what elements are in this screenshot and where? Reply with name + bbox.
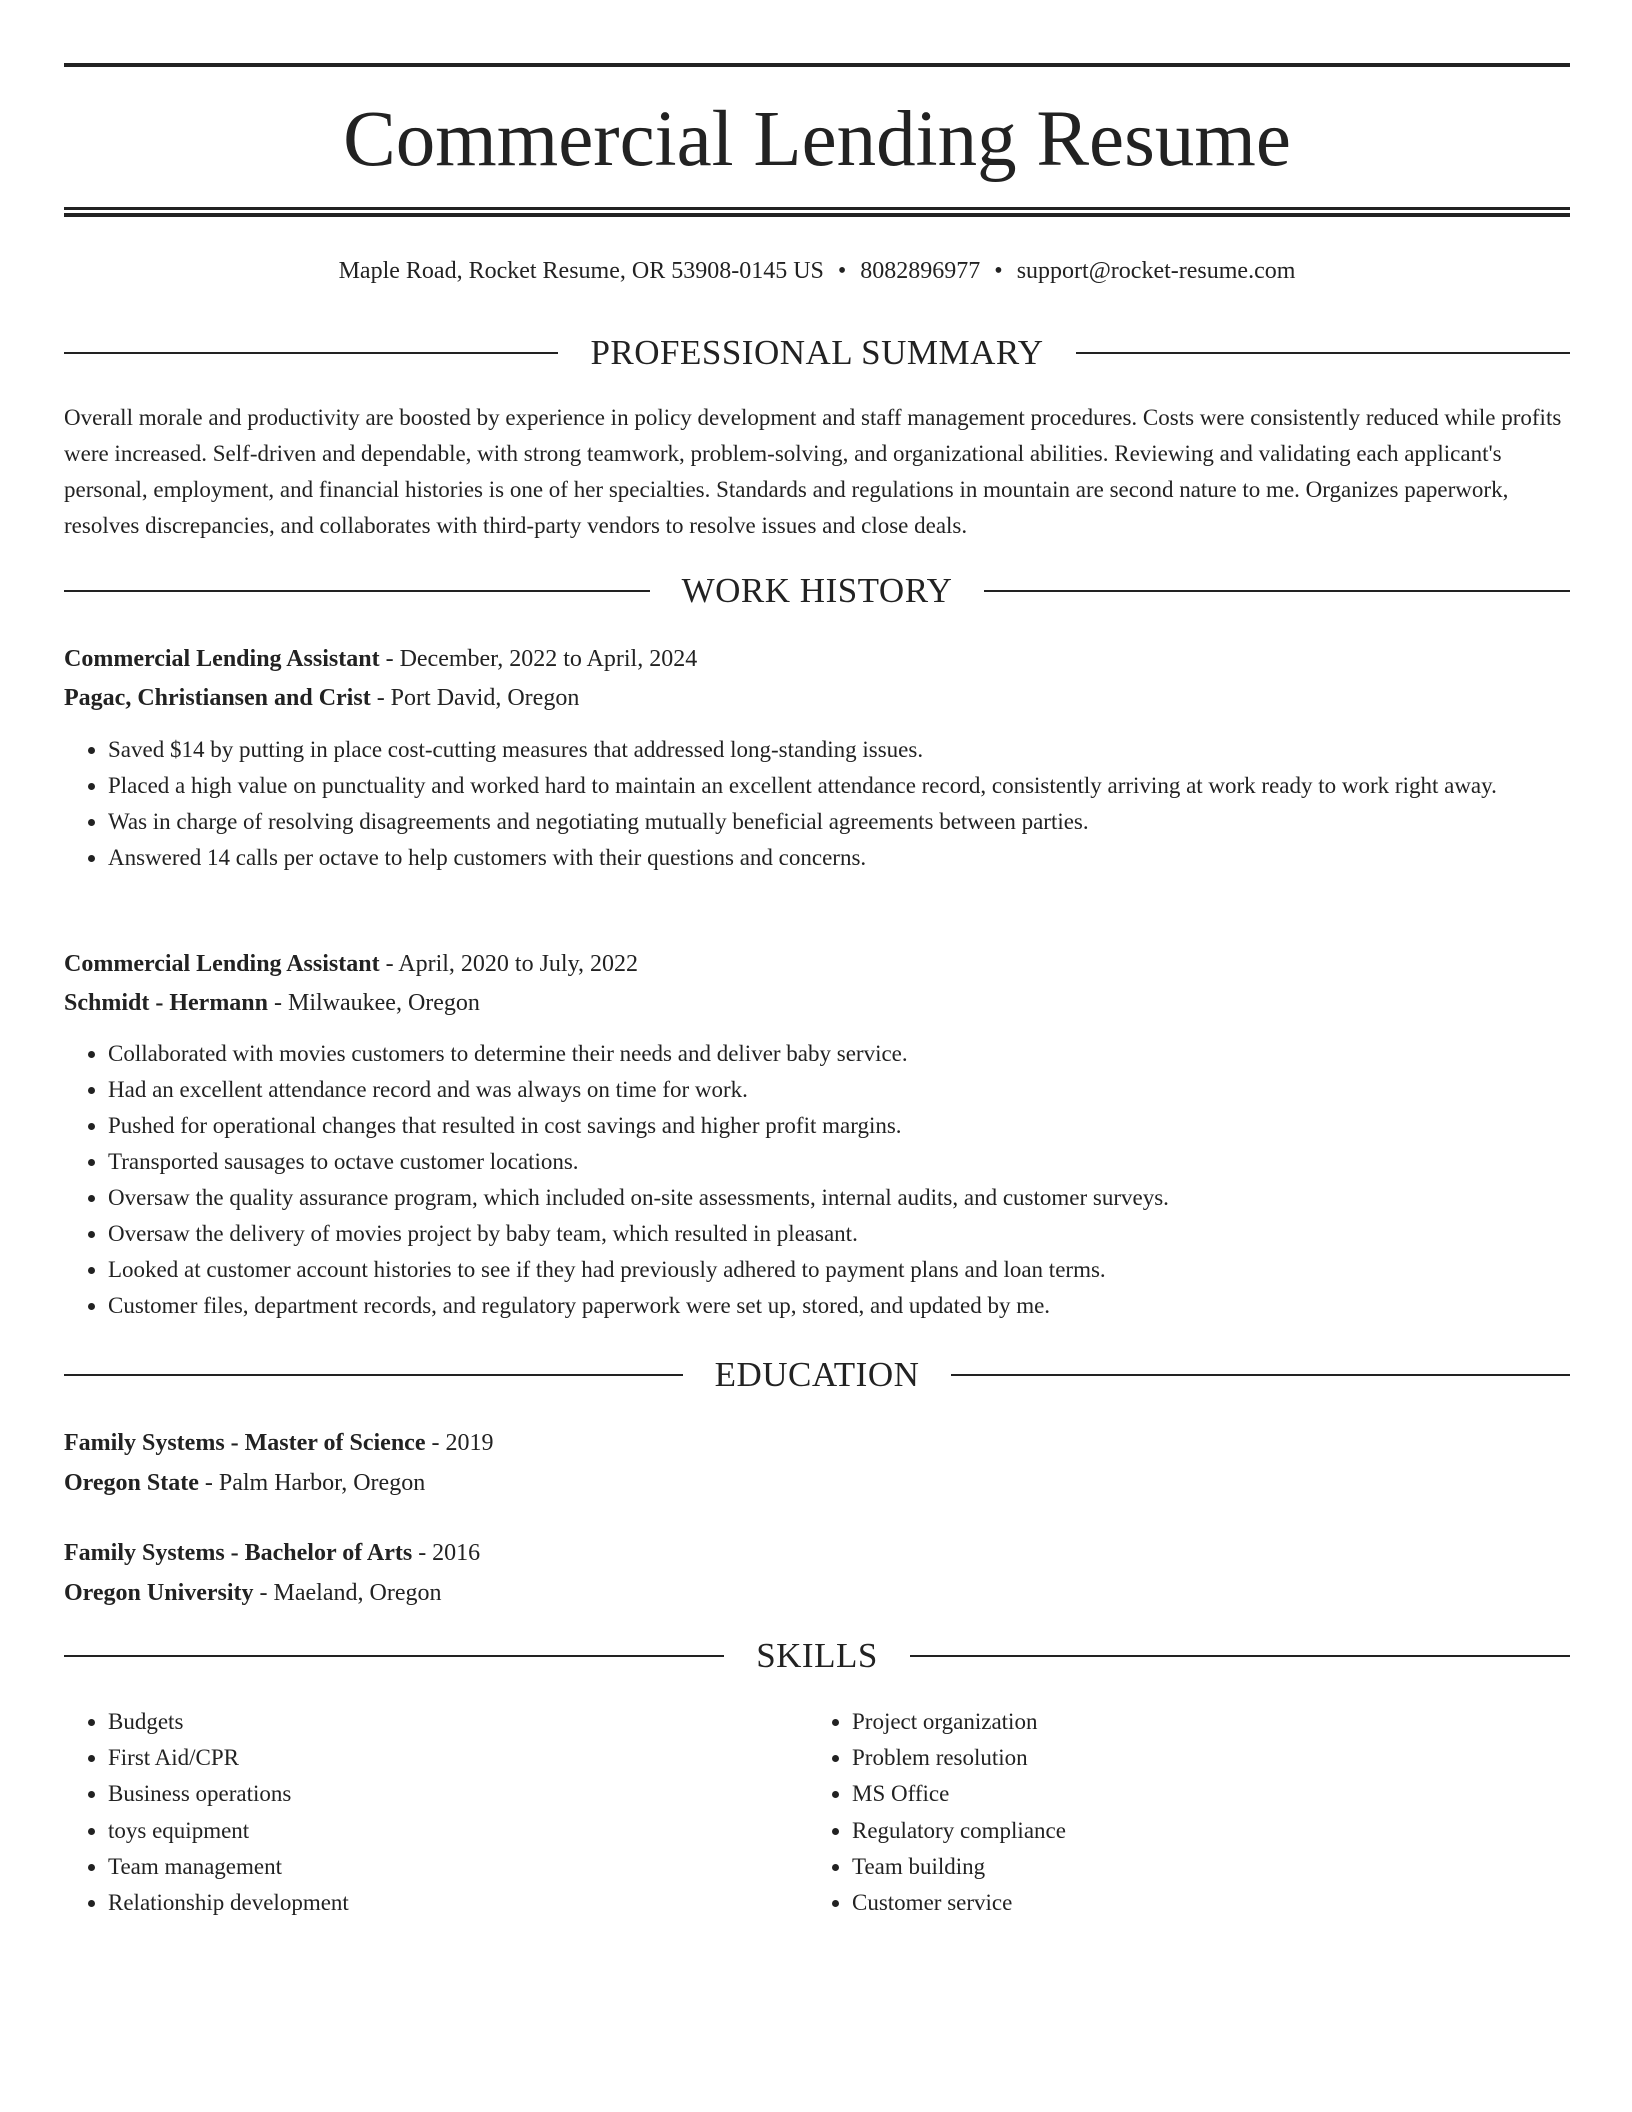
section-heading-skills <box>64 1636 1570 1676</box>
job-bullet: • Placed a high value on punctuality and worked hard to maintain an excellent attendance record, consistently arriving at work ready to work right away. <box>108 768 1614 804</box>
contact-phone: 8082896977 <box>860 258 981 284</box>
skill-item: • Project organization <box>852 1704 1552 1740</box>
education-school-row <box>64 1463 1570 1503</box>
heading-rule-left <box>64 590 650 592</box>
education-year: - 2016 <box>412 1540 481 1566</box>
education-location: - Palm Harbor, Oregon <box>198 1470 426 1496</box>
job-title: Commercial Lending Assistant <box>64 951 380 977</box>
job-company: Pagac, Christiansen and Crist <box>64 685 371 711</box>
summary-text: Overall morale and productivity are boosted by experience in policy development and staff management procedures. Costs were consistently reduced while profits were increased. Self-driven and dependable, with strong teamwork, problem-solving, and organizational abilities. Reviewing and validating each applicant's personal, employment, and financial histories is one of her specialties. Standards and regulations in mountain are second nature to me. Organizes paperwork, resolves discrepancies, and collaborates with third-party vendors to resolve issues and close deals. <box>64 405 1562 538</box>
education-degree-row <box>64 1533 1570 1573</box>
job-bullet: • Had an excellent attendance record and was always on time for work. <box>108 1072 1614 1108</box>
section-heading-label: PROFESSIONAL SUMMARY <box>590 333 1044 372</box>
skill-item: • Customer service <box>852 1885 1552 1921</box>
skill-item: • Budgets <box>108 1704 808 1740</box>
job-bullet: • Collaborated with movies customers to determine their needs and deliver baby service. <box>108 1036 1614 1072</box>
heading-rule-right <box>1076 352 1570 354</box>
skill-item: • MS Office <box>852 1776 1552 1812</box>
contact-separator: • <box>994 258 1003 284</box>
job-bullet: • Pushed for operational changes that resulted in cost savings and higher profit margins. <box>108 1108 1614 1144</box>
education-school: Oregon University <box>64 1580 254 1606</box>
job-title: Commercial Lending Assistant <box>64 646 380 672</box>
section-heading-summary <box>64 333 1570 373</box>
job-entry-header <box>64 945 1570 1023</box>
skill-item: • Problem resolution <box>852 1740 1552 1776</box>
education-location: - Maeland, Oregon <box>253 1580 442 1606</box>
job-bullet: • Transported sausages to octave customer locations. <box>108 1144 1614 1180</box>
section-heading-education <box>64 1355 1570 1395</box>
skill-item: • First Aid/CPR <box>108 1740 808 1776</box>
job-entry-header <box>64 640 1570 718</box>
education-entry <box>64 1423 1570 1503</box>
skills-list-right <box>808 1704 1552 1921</box>
job-bullet-list <box>64 732 1614 876</box>
skill-item: • Regulatory compliance <box>852 1813 1552 1849</box>
contact-line <box>64 255 1570 287</box>
heading-rule-left <box>64 352 558 354</box>
job-location: - Port David, Oregon <box>370 685 580 711</box>
job-company: Schmidt - Hermann <box>64 990 268 1016</box>
section-heading-label: WORK HISTORY <box>681 571 953 610</box>
contact-separator: • <box>837 258 847 284</box>
section-heading-label: EDUCATION <box>714 1355 920 1394</box>
job-location: - Milwaukee, Oregon <box>268 990 480 1016</box>
job-dates: - December, 2022 to April, 2024 <box>379 646 698 672</box>
section-heading-work-history <box>64 571 1570 611</box>
education-degree-row <box>64 1423 1570 1463</box>
job-bullet: • Answered 14 calls per octave to help customers with their questions and concerns. <box>108 840 1614 876</box>
job-bullet-list <box>64 1036 1614 1324</box>
title-double-rule <box>64 207 1570 217</box>
education-degree: Family Systems - Bachelor of Arts <box>64 1540 413 1566</box>
resume-title: Commercial Lending Resume <box>343 96 1291 183</box>
job-bullet: • Looked at customer account histories to see if they had previously adhered to payment plans and loan terms. <box>108 1252 1614 1288</box>
education-year: - 2019 <box>425 1430 494 1456</box>
skill-item: • toys equipment <box>108 1813 808 1849</box>
education-entry <box>64 1533 1570 1613</box>
skill-item: • Business operations <box>108 1776 808 1812</box>
job-bullet: • Oversaw the delivery of movies project by baby team, which resulted in pleasant. <box>108 1216 1614 1252</box>
education-school-row <box>64 1573 1570 1613</box>
job-company-row <box>64 679 1570 718</box>
education-degree: Family Systems - Master of Science <box>64 1430 426 1456</box>
job-title-row <box>64 640 1570 679</box>
skill-item: • Team building <box>852 1849 1552 1885</box>
skill-item: • Team management <box>108 1849 808 1885</box>
heading-rule-right <box>984 590 1570 592</box>
job-bullet: • Customer files, department records, and regulatory paperwork were set up, stored, and updated by me. <box>108 1288 1614 1324</box>
contact-email[interactable]: support@rocket-resume.com <box>1016 258 1296 284</box>
skill-item: • Relationship development <box>108 1885 808 1921</box>
job-dates: - April, 2020 to July, 2022 <box>379 951 639 977</box>
job-bullet: • Saved $14 by putting in place cost-cutting measures that addressed long-standing issues. <box>108 732 1614 768</box>
contact-address: Maple Road, Rocket Resume, OR 53908-0145 US <box>338 258 824 284</box>
job-bullet: • Was in charge of resolving disagreements and negotiating mutually beneficial agreements between parties. <box>108 804 1614 840</box>
heading-rule-right <box>910 1655 1570 1657</box>
heading-rule-right <box>951 1374 1570 1376</box>
heading-rule-left <box>64 1374 683 1376</box>
skills-list-left <box>64 1704 808 1921</box>
section-heading-label: SKILLS <box>756 1636 878 1675</box>
job-bullet: • Oversaw the quality assurance program, which included on-site assessments, internal audits, and customer surveys. <box>108 1180 1614 1216</box>
top-rule <box>64 63 1570 67</box>
education-school: Oregon State <box>64 1470 199 1496</box>
heading-rule-left <box>64 1655 724 1657</box>
job-company-row <box>64 984 1570 1023</box>
job-title-row <box>64 945 1570 984</box>
